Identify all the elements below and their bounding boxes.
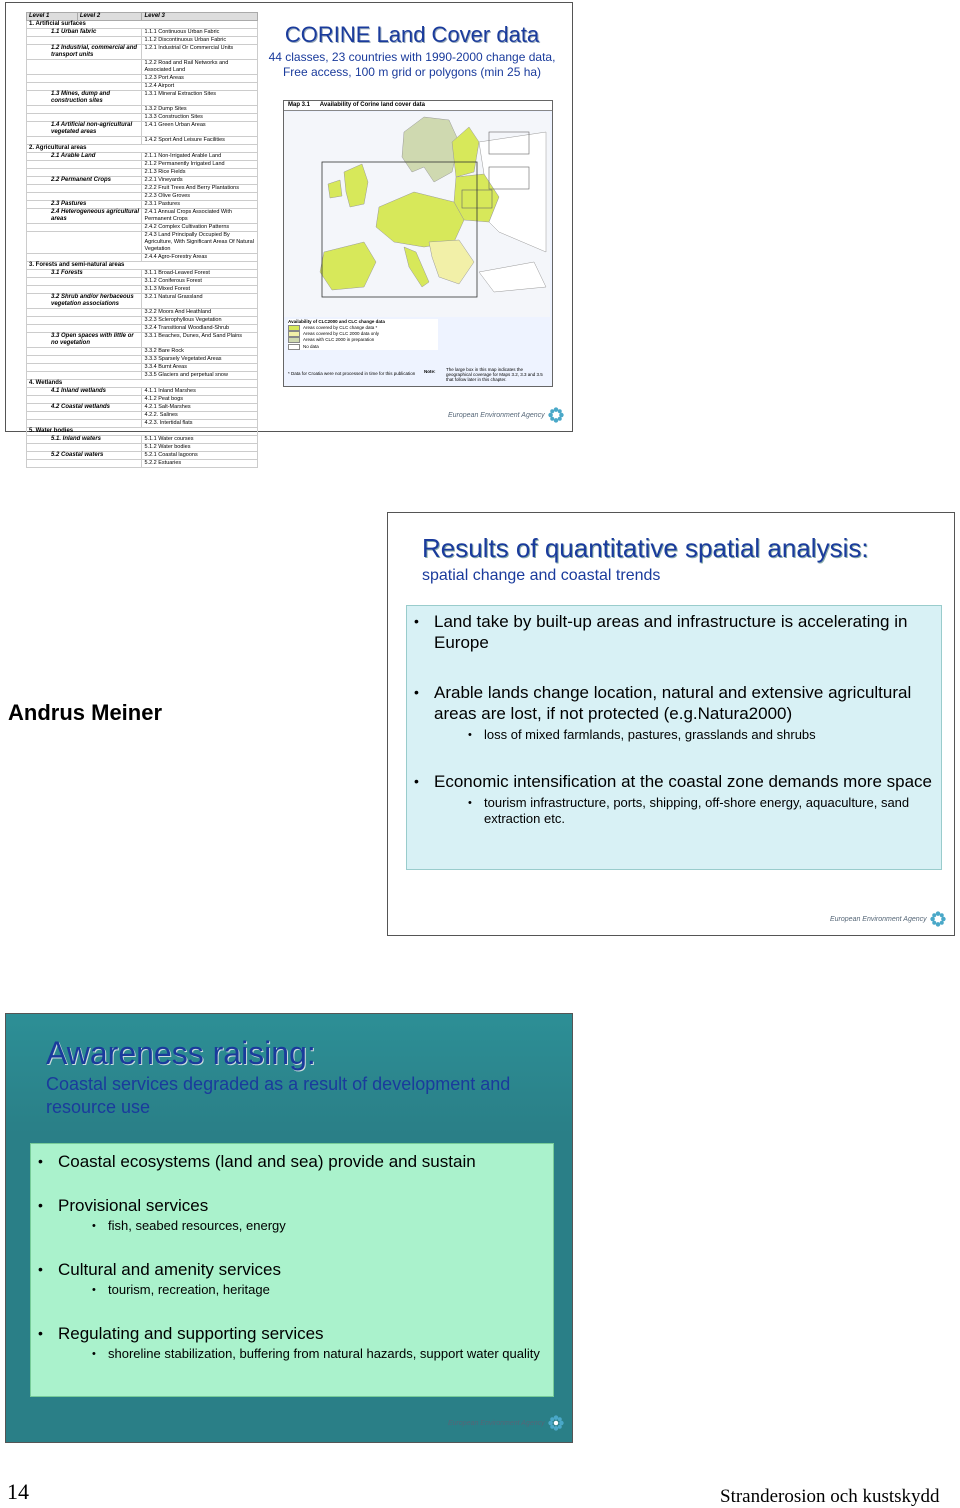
legend-swatch	[288, 337, 300, 343]
table-row	[27, 372, 258, 380]
map-footnote: * Data for Croatia were not processed in time for this publication	[288, 371, 416, 376]
level3-cell: 2.2.2 Fruit Trees And Berry Plantations	[142, 185, 258, 193]
level3-cell: 1.3.3 Construction Sites	[142, 114, 258, 122]
level2-cell	[27, 460, 142, 468]
level3-cell: 3.3.2 Bare Rock	[142, 348, 258, 356]
eea-flower-icon	[929, 910, 947, 928]
level3-cell: 4.1.1 Inland Marshes	[142, 388, 258, 396]
table-row	[27, 224, 258, 232]
level2-cell	[27, 396, 142, 404]
level3-cell: 2.4.1 Annual Crops Associated With Permanent Crops	[142, 209, 258, 224]
level3-cell: 5.2.2 Estuaries	[142, 460, 258, 468]
level3-cell: 1.2.1 Industrial Or Commercial Units	[142, 45, 258, 60]
level3-cell: 1.1.1 Continuous Urban Fabric	[142, 29, 258, 37]
bullet-item: • Economic intensification at the coastal zone demands more space	[406, 771, 936, 792]
level3-cell: 4.2.3. Intertidal flats	[142, 420, 258, 428]
level2-cell	[27, 356, 142, 364]
table-row	[27, 153, 258, 161]
table-row	[27, 270, 258, 278]
slide2-title: Results of quantitative spatial analysis:	[422, 533, 869, 563]
level3-cell: 3.3.5 Glaciers and perpetual snow	[142, 372, 258, 380]
level2-cell	[27, 232, 142, 254]
sub-bullet-item: • loss of mixed farmlands, pastures, grasslands and shrubs	[406, 727, 936, 743]
level3-cell: 2.2.3 Olive Groves	[142, 193, 258, 201]
sub-bullet-item: • shoreline stabilization, buffering from natural hazards, support water quality	[30, 1346, 550, 1362]
document-footer: Stranderosion och kustskydd	[720, 1486, 940, 1507]
level2-cell	[27, 60, 142, 75]
eea-label: European Environment Agency	[448, 1419, 545, 1427]
map-title: Availability of Corine land cover data	[319, 102, 425, 108]
level3-cell: 3.2.2 Moors And Heathland	[142, 309, 258, 317]
level2-cell	[27, 317, 142, 325]
level2-cell	[27, 254, 142, 262]
level2-cell: 3.2 Shrub and/or herbaceous vegetation associations	[27, 294, 142, 309]
level2-cell: 4.2 Coastal wetlands	[27, 404, 142, 412]
legend-label: No data	[303, 343, 319, 349]
level2-cell	[27, 364, 142, 372]
slide3-title: Awareness raising:	[46, 1035, 316, 1071]
level3-cell: 3.1.3 Mixed Forest	[142, 286, 258, 294]
level1-cell: 1. Artificial surfaces	[27, 21, 258, 29]
level3-cell: 3.2.4 Transitional Woodland-Shrub	[142, 325, 258, 333]
level2-cell	[27, 114, 142, 122]
level3-cell: 2.1.3 Rice Fields	[142, 169, 258, 177]
level2-cell	[27, 169, 142, 177]
level2-cell: 5.1. Inland waters	[27, 436, 142, 444]
table-row	[27, 60, 258, 75]
level2-cell: 1.1 Urban fabric	[27, 29, 142, 37]
level2-cell	[27, 348, 142, 356]
level2-cell	[27, 185, 142, 193]
level2-cell	[27, 106, 142, 114]
table-row	[27, 91, 258, 106]
table-row	[27, 356, 258, 364]
bullet-item: • Coastal ecosystems (land and sea) provide and sustain	[30, 1151, 550, 1172]
level3-cell: 1.4.1 Green Urban Areas	[142, 122, 258, 137]
table-row	[27, 412, 258, 420]
table-row	[27, 254, 258, 262]
bullet-item: • Regulating and supporting services	[30, 1323, 550, 1344]
level2-cell	[27, 137, 142, 145]
author-name: Andrus Meiner	[8, 700, 163, 725]
level2-cell	[27, 325, 142, 333]
level2-cell: 5.2 Coastal waters	[27, 452, 142, 460]
level3-cell: 1.3.1 Mineral Extraction Sites	[142, 91, 258, 106]
eea-logo	[830, 910, 947, 928]
eea-logo	[448, 1414, 565, 1432]
level2-cell	[27, 224, 142, 232]
slide2-bullets	[406, 611, 936, 827]
table-row	[27, 396, 258, 404]
map-note-text: The large box in this map indicates the geographical coverage for Maps 3.2, 3.3 and 3.5 that follow later in this chapter.	[446, 367, 543, 382]
level2-cell: 1.2 Industrial, commercial and transport units	[27, 45, 142, 60]
level3-cell: 2.4.3 Land Principally Occupied By Agriculture, With Significant Areas Of Natural Vegetation	[142, 232, 258, 254]
table-row	[27, 37, 258, 45]
level3-cell: 3.1.1 Broad-Leaved Forest	[142, 270, 258, 278]
eea-logo	[448, 406, 565, 424]
eea-flower-icon	[547, 406, 565, 424]
table-row	[27, 325, 258, 333]
map-note-label: Note:	[424, 369, 436, 374]
level1-cell: 5. Water bodies	[27, 428, 258, 436]
level2-cell	[27, 412, 142, 420]
level3-cell: 1.4.2 Sport And Leisure Facilities	[142, 137, 258, 145]
level3-cell: 4.2.1 Salt-Marshes	[142, 404, 258, 412]
level3-cell: 3.2.1 Natural Grassland	[142, 294, 258, 309]
level3-cell: 3.2.3 Sclerophyllous Vegetation	[142, 317, 258, 325]
table-row	[27, 114, 258, 122]
table-row	[27, 444, 258, 452]
level2-cell	[27, 286, 142, 294]
level2-cell	[27, 420, 142, 428]
table-row	[27, 309, 258, 317]
level2-cell	[27, 278, 142, 286]
legend-item	[288, 344, 438, 350]
level3-cell: 3.3.4 Burnt Areas	[142, 364, 258, 372]
table-row	[27, 21, 258, 29]
table-row	[27, 106, 258, 114]
level3-cell: 4.2.2. Salines	[142, 412, 258, 420]
table-row	[27, 29, 258, 37]
table-row	[27, 185, 258, 193]
level3-cell: 3.3.3 Sparsely Vegetated Areas	[142, 356, 258, 364]
level3-cell: 1.1.2 Discontinuous Urban Fabric	[142, 37, 258, 45]
corine-availability-map	[283, 100, 553, 387]
level3-cell: 3.3.1 Beaches, Dunes, And Sand Plains	[142, 333, 258, 348]
level3-cell: 5.2.1 Coastal lagoons	[142, 452, 258, 460]
level2-cell: 2.1 Arable Land	[27, 153, 142, 161]
legend-swatch	[288, 325, 300, 331]
level3-cell: 2.1.2 Permanently Irrigated Land	[142, 161, 258, 169]
table-row	[27, 177, 258, 185]
eea-flower-icon	[547, 1414, 565, 1432]
level3-cell: 5.1.1 Water courses	[142, 436, 258, 444]
bullet-item: • Land take by built-up areas and infrastructure is accelerating in Europe	[406, 611, 936, 653]
table-row	[27, 380, 258, 388]
table-row	[27, 262, 258, 270]
bullet-item: • Provisional services	[30, 1195, 550, 1216]
slide3-bullets	[30, 1151, 550, 1362]
table-row	[27, 83, 258, 91]
level1-cell: 2. Agricultural areas	[27, 145, 258, 153]
table-body	[27, 21, 258, 468]
legend-label: Areas covered by CLC change data *	[303, 325, 378, 331]
table-row	[27, 209, 258, 224]
level2-cell: 1.3 Mines, dump and construction sites	[27, 91, 142, 106]
table-row	[27, 348, 258, 356]
legend-label: Areas covered by CLC 2000 data only	[303, 331, 380, 337]
slide2-subtitle: spatial change and coastal trends	[422, 567, 661, 584]
corine-title: CORINE Land Cover data	[284, 22, 540, 47]
level3-cell: 4.1.2 Peat bogs	[142, 396, 258, 404]
level2-cell: 2.4 Heterogeneous agricultural areas	[27, 209, 142, 224]
table-row	[27, 161, 258, 169]
table-row	[27, 145, 258, 153]
table-row	[27, 452, 258, 460]
level2-cell: 3.1 Forests	[27, 270, 142, 278]
level3-cell: 1.3.2 Dump Sites	[142, 106, 258, 114]
level2-cell: 4.1 Inland wetlands	[27, 388, 142, 396]
level3-cell: 2.4.4 Agro-Forestry Areas	[142, 254, 258, 262]
legend-swatch	[288, 344, 300, 350]
table-row	[27, 294, 258, 309]
col-header-level3: Level 3	[142, 13, 258, 21]
map-number: Map 3.1	[288, 102, 311, 108]
level3-cell: 1.2.3 Port Areas	[142, 75, 258, 83]
table-row	[27, 278, 258, 286]
table-row	[27, 45, 258, 60]
level2-cell	[27, 372, 142, 380]
table-row	[27, 420, 258, 428]
table-row	[27, 317, 258, 325]
level2-cell: 2.3 Pastures	[27, 201, 142, 209]
sub-bullet-item: • tourism infrastructure, ports, shipping, off-shore energy, aquaculture, sand extraction etc.	[406, 795, 936, 827]
sub-bullet-item: • tourism, recreation, heritage	[30, 1282, 550, 1298]
table-row	[27, 436, 258, 444]
level3-cell: 5.1.2 Water bodies	[142, 444, 258, 452]
level3-cell: 2.4.2 Complex Cultivation Patterns	[142, 224, 258, 232]
level2-cell: 1.4 Artificial non-agricultural vegetated areas	[27, 122, 142, 137]
table-row	[27, 137, 258, 145]
eea-label: European Environment Agency	[448, 411, 545, 419]
bullet-item: • Cultural and amenity services	[30, 1259, 550, 1280]
table-row	[27, 428, 258, 436]
map-legend	[288, 319, 438, 350]
level2-cell	[27, 309, 142, 317]
slide3-subtitle: Coastal services degraded as a result of development and resource use	[46, 1074, 511, 1117]
level3-cell: 2.1.1 Non-Irrigated Arable Land	[142, 153, 258, 161]
europe-map-image	[284, 112, 550, 317]
level3-cell: 1.2.4 Airport	[142, 83, 258, 91]
eea-label: European Environment Agency	[830, 915, 927, 923]
corine-subtitle: 44 classes, 23 countries with 1990-2000 change data, Free access, 100 m grid or polygons (min 25 ha)	[268, 50, 556, 79]
table-row	[27, 75, 258, 83]
level2-cell	[27, 444, 142, 452]
col-header-level2: Level 2	[77, 13, 142, 21]
col-header-level1: Level 1	[27, 13, 78, 21]
table-row	[27, 404, 258, 412]
table-row	[27, 333, 258, 348]
level2-cell: 3.3 Open spaces with little or no vegetation	[27, 333, 142, 348]
table-row	[27, 232, 258, 254]
level1-cell: 3. Forests and semi-natural areas	[27, 262, 258, 270]
level2-cell: 2.2 Permanent Crops	[27, 177, 142, 185]
level1-cell: 4. Wetlands	[27, 380, 258, 388]
table-row	[27, 169, 258, 177]
table-row	[27, 286, 258, 294]
level2-cell	[27, 161, 142, 169]
table-row	[27, 364, 258, 372]
land-cover-classes-table	[26, 12, 258, 468]
legend-label: Areas with CLC 2000 in preparation	[303, 337, 375, 343]
sub-bullet-item: • fish, seabed resources, energy	[30, 1218, 550, 1234]
level3-cell: 1.2.2 Road and Rail Networks and Associated Land	[142, 60, 258, 75]
level2-cell	[27, 83, 142, 91]
level3-cell: 2.3.1 Pastures	[142, 201, 258, 209]
bullet-item: • Arable lands change location, natural and extensive agricultural areas are lost, if not protected (e.g.Natura2000)	[406, 682, 936, 724]
page-number: 14	[7, 1479, 29, 1504]
table-row	[27, 460, 258, 468]
legend-items	[288, 325, 438, 350]
table-row	[27, 201, 258, 209]
level3-cell: 2.2.1 Vineyards	[142, 177, 258, 185]
legend-swatch	[288, 331, 300, 337]
table-row	[27, 388, 258, 396]
level3-cell: 3.1.2 Coniferous Forest	[142, 278, 258, 286]
level2-cell	[27, 75, 142, 83]
table-row	[27, 193, 258, 201]
level2-cell	[27, 37, 142, 45]
table-row	[27, 122, 258, 137]
map-header	[284, 101, 552, 111]
legend-title: Availability of CLC2000 and CLC change data	[288, 319, 385, 324]
level2-cell	[27, 193, 142, 201]
